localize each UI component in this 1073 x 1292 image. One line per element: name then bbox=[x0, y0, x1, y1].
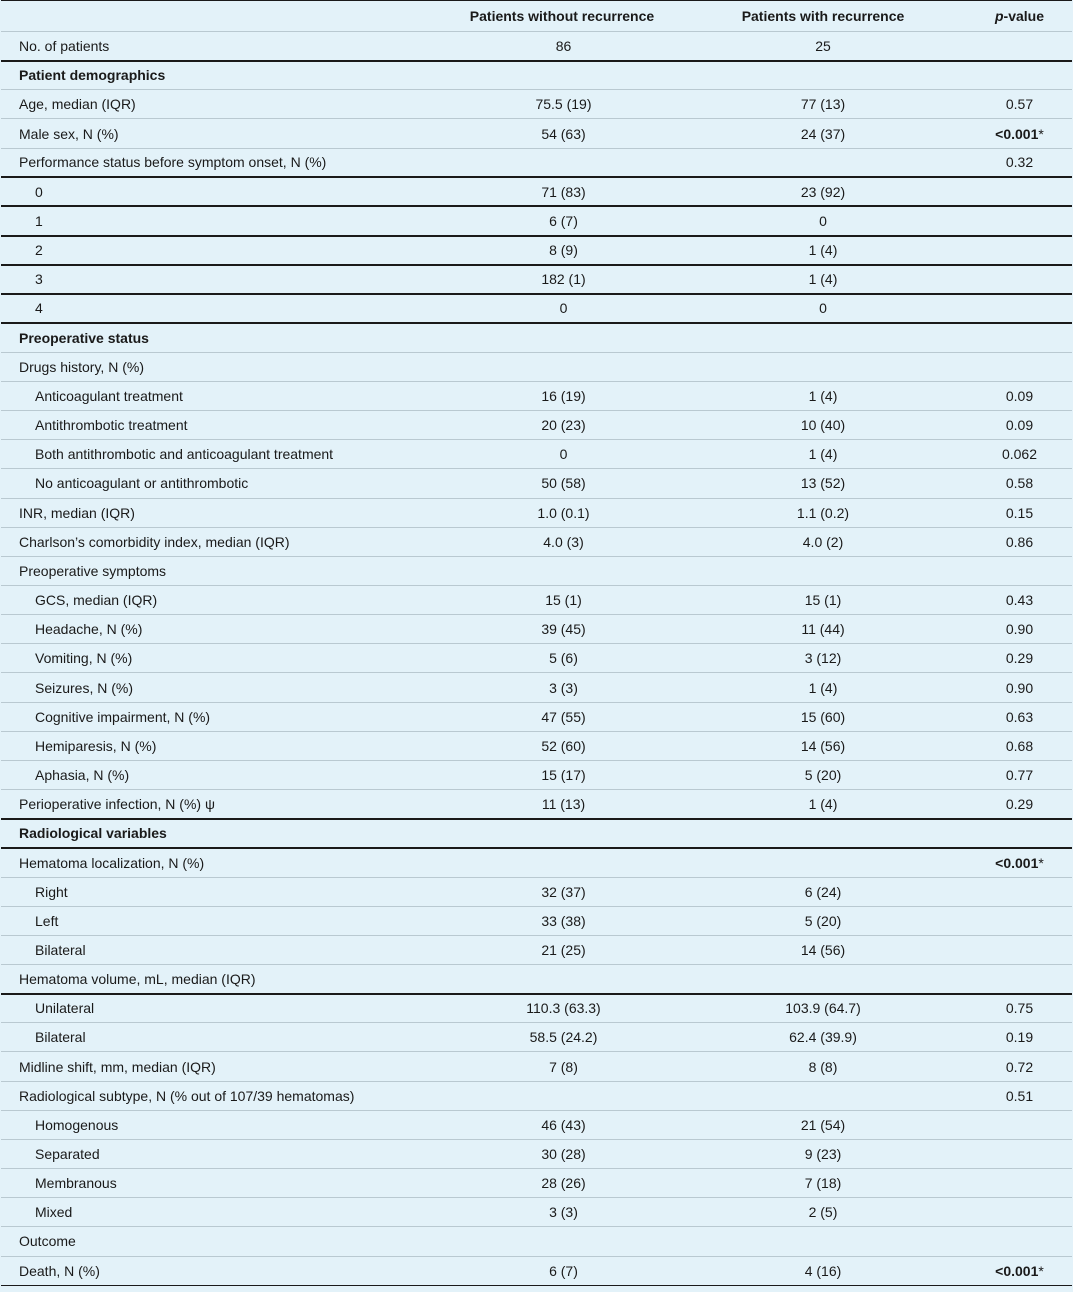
value-with-recurrence bbox=[691, 1227, 955, 1256]
section-heading: Patient demographics bbox=[1, 61, 433, 90]
value-with-recurrence: 8 (8) bbox=[691, 1052, 955, 1081]
table-row bbox=[1, 1169, 1072, 1198]
value-without-recurrence: 15 (17) bbox=[433, 760, 691, 789]
value-without-recurrence: 0 bbox=[433, 294, 691, 323]
table-row bbox=[1, 994, 1072, 1023]
p-value-cell bbox=[955, 906, 1072, 935]
row-label: Antithrombotic treatment bbox=[1, 411, 433, 440]
table-row bbox=[1, 1052, 1072, 1081]
value-with-recurrence bbox=[691, 819, 955, 848]
p-value-cell bbox=[955, 206, 1072, 235]
table-header-row bbox=[1, 1, 1072, 32]
value-without-recurrence: 6 (7) bbox=[433, 1256, 691, 1285]
value-with-recurrence: 1 (4) bbox=[691, 790, 955, 819]
p-value-cell: 0.90 bbox=[955, 615, 1072, 644]
value-with-recurrence: 13 (52) bbox=[691, 469, 955, 498]
table-row bbox=[1, 819, 1072, 848]
row-label: Hematoma localization, N (%) bbox=[1, 848, 433, 877]
value-with-recurrence: 1.1 (0.2) bbox=[691, 498, 955, 527]
p-value-cell: 0.77 bbox=[955, 760, 1072, 789]
row-label: 1 bbox=[1, 206, 433, 235]
value-with-recurrence: 15 (1) bbox=[691, 585, 955, 614]
value-with-recurrence bbox=[691, 352, 955, 381]
p-value-cell bbox=[955, 236, 1072, 265]
p-value-cell bbox=[955, 177, 1072, 206]
table-row bbox=[1, 556, 1072, 585]
section-heading: Preoperative status bbox=[1, 323, 433, 352]
p-value: <0.001 bbox=[995, 1262, 1039, 1279]
value-with-recurrence bbox=[691, 1081, 955, 1110]
value-with-recurrence: 21 (54) bbox=[691, 1110, 955, 1139]
row-label: Left bbox=[1, 906, 433, 935]
table-row bbox=[1, 1227, 1072, 1256]
value-with-recurrence: 15 (60) bbox=[691, 702, 955, 731]
table-row bbox=[1, 790, 1072, 819]
value-with-recurrence: 9 (23) bbox=[691, 1139, 955, 1168]
value-with-recurrence: 1 (4) bbox=[691, 381, 955, 410]
value-without-recurrence: 50 (58) bbox=[433, 469, 691, 498]
row-label: Right bbox=[1, 877, 433, 906]
value-without-recurrence bbox=[433, 556, 691, 585]
table-row bbox=[1, 236, 1072, 265]
table-row bbox=[1, 848, 1072, 877]
table-row bbox=[1, 760, 1072, 789]
p-value-cell: 0.15 bbox=[955, 498, 1072, 527]
row-label: INR, median (IQR) bbox=[1, 498, 433, 527]
p-value-cell: 0.57 bbox=[955, 90, 1072, 119]
p-value-cell bbox=[955, 965, 1072, 994]
table-row bbox=[1, 411, 1072, 440]
row-label: Both antithrombotic and anticoagulant treatment bbox=[1, 440, 433, 469]
value-with-recurrence: 3 (12) bbox=[691, 644, 955, 673]
header-without-recurrence: Patients without recurrence bbox=[433, 1, 691, 32]
value-without-recurrence: 6 (7) bbox=[433, 206, 691, 235]
value-without-recurrence: 182 (1) bbox=[433, 265, 691, 294]
row-label: Drugs history, N (%) bbox=[1, 352, 433, 381]
value-with-recurrence: 1 (4) bbox=[691, 236, 955, 265]
header-p-value bbox=[955, 1, 1072, 32]
value-with-recurrence: 77 (13) bbox=[691, 90, 955, 119]
row-label: Hematoma volume, mL, median (IQR) bbox=[1, 965, 433, 994]
value-with-recurrence: 5 (20) bbox=[691, 906, 955, 935]
row-label: Separated bbox=[1, 1139, 433, 1168]
row-label: Anticoagulant treatment bbox=[1, 381, 433, 410]
p-value-cell bbox=[955, 819, 1072, 848]
p-value-cell bbox=[955, 935, 1072, 964]
row-label: No. of patients bbox=[1, 32, 433, 61]
p-italic: p bbox=[994, 8, 1004, 24]
p-value-cell: 0.72 bbox=[955, 1052, 1072, 1081]
row-label: Perioperative infection, N (%) ψ bbox=[1, 790, 433, 819]
row-label: Bilateral bbox=[1, 935, 433, 964]
table-row bbox=[1, 381, 1072, 410]
value-with-recurrence: 0 bbox=[691, 206, 955, 235]
row-label: Male sex, N (%) bbox=[1, 119, 433, 148]
value-with-recurrence bbox=[691, 148, 955, 177]
value-without-recurrence: 54 (63) bbox=[433, 119, 691, 148]
p-value-cell bbox=[955, 877, 1072, 906]
value-with-recurrence: 1 (4) bbox=[691, 265, 955, 294]
table-row bbox=[1, 906, 1072, 935]
value-with-recurrence: 14 (56) bbox=[691, 731, 955, 760]
value-without-recurrence: 21 (25) bbox=[433, 935, 691, 964]
table-row bbox=[1, 585, 1072, 614]
table-row bbox=[1, 1198, 1072, 1227]
p-value-cell bbox=[955, 352, 1072, 381]
value-without-recurrence bbox=[433, 323, 691, 352]
value-with-recurrence: 5 (20) bbox=[691, 760, 955, 789]
value-with-recurrence: 62.4 (39.9) bbox=[691, 1023, 955, 1052]
table-row bbox=[1, 673, 1072, 702]
value-without-recurrence bbox=[433, 1081, 691, 1110]
table-row bbox=[1, 527, 1072, 556]
table-row bbox=[1, 877, 1072, 906]
value-with-recurrence: 1 (4) bbox=[691, 440, 955, 469]
p-value-cell bbox=[955, 32, 1072, 61]
table-row bbox=[1, 1081, 1072, 1110]
p-value-cell: 0.09 bbox=[955, 411, 1072, 440]
table-row bbox=[1, 352, 1072, 381]
row-label: Vomiting, N (%) bbox=[1, 644, 433, 673]
row-label: Aphasia, N (%) bbox=[1, 760, 433, 789]
value-with-recurrence: 2 (5) bbox=[691, 1198, 955, 1227]
row-label: Performance status before symptom onset, N (%) bbox=[1, 148, 433, 177]
p-value-cell bbox=[955, 1139, 1072, 1168]
p-value-suffix: -value bbox=[1003, 8, 1045, 24]
row-label: Mixed bbox=[1, 1198, 433, 1227]
p-value-cell: 0.32 bbox=[955, 148, 1072, 177]
value-without-recurrence: 3 (3) bbox=[433, 1198, 691, 1227]
value-with-recurrence: 11 (44) bbox=[691, 615, 955, 644]
table-row bbox=[1, 498, 1072, 527]
table-row bbox=[1, 1139, 1072, 1168]
p-value-cell bbox=[955, 323, 1072, 352]
value-without-recurrence: 4.0 (3) bbox=[433, 527, 691, 556]
table-row bbox=[1, 32, 1072, 61]
row-label: Age, median (IQR) bbox=[1, 90, 433, 119]
p-value-cell: 0.68 bbox=[955, 731, 1072, 760]
p-value-cell bbox=[955, 1256, 1072, 1285]
p-value-cell bbox=[955, 1227, 1072, 1256]
p-value-cell: 0.19 bbox=[955, 1023, 1072, 1052]
value-with-recurrence bbox=[691, 323, 955, 352]
value-without-recurrence bbox=[433, 1227, 691, 1256]
value-without-recurrence: 71 (83) bbox=[433, 177, 691, 206]
value-with-recurrence: 4.0 (2) bbox=[691, 527, 955, 556]
value-without-recurrence: 28 (26) bbox=[433, 1169, 691, 1198]
table-row bbox=[1, 177, 1072, 206]
table-body bbox=[1, 32, 1072, 1286]
value-without-recurrence: 33 (38) bbox=[433, 906, 691, 935]
table-row bbox=[1, 206, 1072, 235]
value-without-recurrence bbox=[433, 352, 691, 381]
table-row bbox=[1, 1110, 1072, 1139]
value-without-recurrence: 86 bbox=[433, 32, 691, 61]
value-without-recurrence: 58.5 (24.2) bbox=[433, 1023, 691, 1052]
value-with-recurrence bbox=[691, 848, 955, 877]
value-without-recurrence: 5 (6) bbox=[433, 644, 691, 673]
value-with-recurrence: 103.9 (64.7) bbox=[691, 994, 955, 1023]
value-without-recurrence bbox=[433, 819, 691, 848]
value-with-recurrence bbox=[691, 556, 955, 585]
significance-marker: * bbox=[1038, 854, 1044, 871]
table-row bbox=[1, 90, 1072, 119]
p-value-cell bbox=[955, 1198, 1072, 1227]
value-with-recurrence: 1 (4) bbox=[691, 673, 955, 702]
value-without-recurrence: 8 (9) bbox=[433, 236, 691, 265]
p-value-cell: 0.062 bbox=[955, 440, 1072, 469]
p-value-cell: 0.09 bbox=[955, 381, 1072, 410]
value-without-recurrence: 16 (19) bbox=[433, 381, 691, 410]
value-without-recurrence bbox=[433, 965, 691, 994]
table-row bbox=[1, 119, 1072, 148]
p-value-cell: 0.43 bbox=[955, 585, 1072, 614]
p-value-cell bbox=[955, 848, 1072, 877]
table-row bbox=[1, 265, 1072, 294]
value-without-recurrence: 32 (37) bbox=[433, 877, 691, 906]
value-without-recurrence bbox=[433, 148, 691, 177]
recurrence-comparison-table bbox=[1, 0, 1072, 1286]
p-value-cell: 0.86 bbox=[955, 527, 1072, 556]
row-label: Headache, N (%) bbox=[1, 615, 433, 644]
value-without-recurrence: 52 (60) bbox=[433, 731, 691, 760]
value-without-recurrence: 110.3 (63.3) bbox=[433, 994, 691, 1023]
table-row bbox=[1, 935, 1072, 964]
row-label: Midline shift, mm, median (IQR) bbox=[1, 1052, 433, 1081]
value-without-recurrence bbox=[433, 61, 691, 90]
table-row bbox=[1, 965, 1072, 994]
value-with-recurrence: 14 (56) bbox=[691, 935, 955, 964]
value-with-recurrence bbox=[691, 61, 955, 90]
table-row bbox=[1, 615, 1072, 644]
row-label: 2 bbox=[1, 236, 433, 265]
value-without-recurrence: 20 (23) bbox=[433, 411, 691, 440]
value-with-recurrence: 24 (37) bbox=[691, 119, 955, 148]
value-without-recurrence bbox=[433, 848, 691, 877]
row-label: 3 bbox=[1, 265, 433, 294]
value-without-recurrence: 15 (1) bbox=[433, 585, 691, 614]
p-value-cell: 0.29 bbox=[955, 790, 1072, 819]
row-label: Outcome bbox=[1, 1227, 433, 1256]
row-label: Death, N (%) bbox=[1, 1256, 433, 1285]
table-row bbox=[1, 1023, 1072, 1052]
table-row bbox=[1, 731, 1072, 760]
header-with-recurrence: Patients with recurrence bbox=[691, 1, 955, 32]
row-label: Radiological subtype, N (% out of 107/39 hematomas) bbox=[1, 1081, 433, 1110]
row-label: Homogenous bbox=[1, 1110, 433, 1139]
value-with-recurrence: 25 bbox=[691, 32, 955, 61]
row-label: Unilateral bbox=[1, 994, 433, 1023]
value-with-recurrence bbox=[691, 965, 955, 994]
value-with-recurrence: 0 bbox=[691, 294, 955, 323]
p-value-cell bbox=[955, 61, 1072, 90]
value-without-recurrence: 30 (28) bbox=[433, 1139, 691, 1168]
row-label: Cognitive impairment, N (%) bbox=[1, 702, 433, 731]
table-row bbox=[1, 294, 1072, 323]
p-value-cell bbox=[955, 1169, 1072, 1198]
value-with-recurrence: 4 (16) bbox=[691, 1256, 955, 1285]
table-row bbox=[1, 1256, 1072, 1285]
p-value-cell bbox=[955, 265, 1072, 294]
value-with-recurrence: 10 (40) bbox=[691, 411, 955, 440]
value-without-recurrence: 3 (3) bbox=[433, 673, 691, 702]
row-label: Seizures, N (%) bbox=[1, 673, 433, 702]
row-label: Bilateral bbox=[1, 1023, 433, 1052]
value-with-recurrence: 6 (24) bbox=[691, 877, 955, 906]
table-row bbox=[1, 323, 1072, 352]
value-without-recurrence: 11 (13) bbox=[433, 790, 691, 819]
value-without-recurrence: 1.0 (0.1) bbox=[433, 498, 691, 527]
p-value-cell: 0.58 bbox=[955, 469, 1072, 498]
p-value-cell: 0.75 bbox=[955, 994, 1072, 1023]
p-value-cell bbox=[955, 556, 1072, 585]
row-label: No anticoagulant or antithrombotic bbox=[1, 469, 433, 498]
row-label: Charlson’s comorbidity index, median (IQR) bbox=[1, 527, 433, 556]
table-row bbox=[1, 702, 1072, 731]
value-without-recurrence: 47 (55) bbox=[433, 702, 691, 731]
p-value-cell bbox=[955, 119, 1072, 148]
row-label: Preoperative symptoms bbox=[1, 556, 433, 585]
value-without-recurrence: 0 bbox=[433, 440, 691, 469]
section-heading: Radiological variables bbox=[1, 819, 433, 848]
significance-marker: * bbox=[1038, 1262, 1044, 1279]
value-with-recurrence: 7 (18) bbox=[691, 1169, 955, 1198]
significance-marker: * bbox=[1038, 125, 1044, 142]
p-value-cell: 0.51 bbox=[955, 1081, 1072, 1110]
table-row bbox=[1, 440, 1072, 469]
table-row bbox=[1, 148, 1072, 177]
header-label-cell bbox=[1, 1, 433, 32]
value-without-recurrence: 75.5 (19) bbox=[433, 90, 691, 119]
value-without-recurrence: 46 (43) bbox=[433, 1110, 691, 1139]
value-without-recurrence: 7 (8) bbox=[433, 1052, 691, 1081]
row-label: 0 bbox=[1, 177, 433, 206]
value-with-recurrence: 23 (92) bbox=[691, 177, 955, 206]
p-value: <0.001 bbox=[995, 854, 1039, 871]
p-value-cell bbox=[955, 294, 1072, 323]
table-row bbox=[1, 644, 1072, 673]
row-label: Hemiparesis, N (%) bbox=[1, 731, 433, 760]
table-row bbox=[1, 469, 1072, 498]
value-without-recurrence: 39 (45) bbox=[433, 615, 691, 644]
row-label: GCS, median (IQR) bbox=[1, 585, 433, 614]
table-row bbox=[1, 61, 1072, 90]
p-value-cell: 0.90 bbox=[955, 673, 1072, 702]
p-value-cell: 0.63 bbox=[955, 702, 1072, 731]
row-label: 4 bbox=[1, 294, 433, 323]
p-value-cell: 0.29 bbox=[955, 644, 1072, 673]
row-label: Membranous bbox=[1, 1169, 433, 1198]
p-value-cell bbox=[955, 1110, 1072, 1139]
p-value: <0.001 bbox=[995, 125, 1039, 142]
